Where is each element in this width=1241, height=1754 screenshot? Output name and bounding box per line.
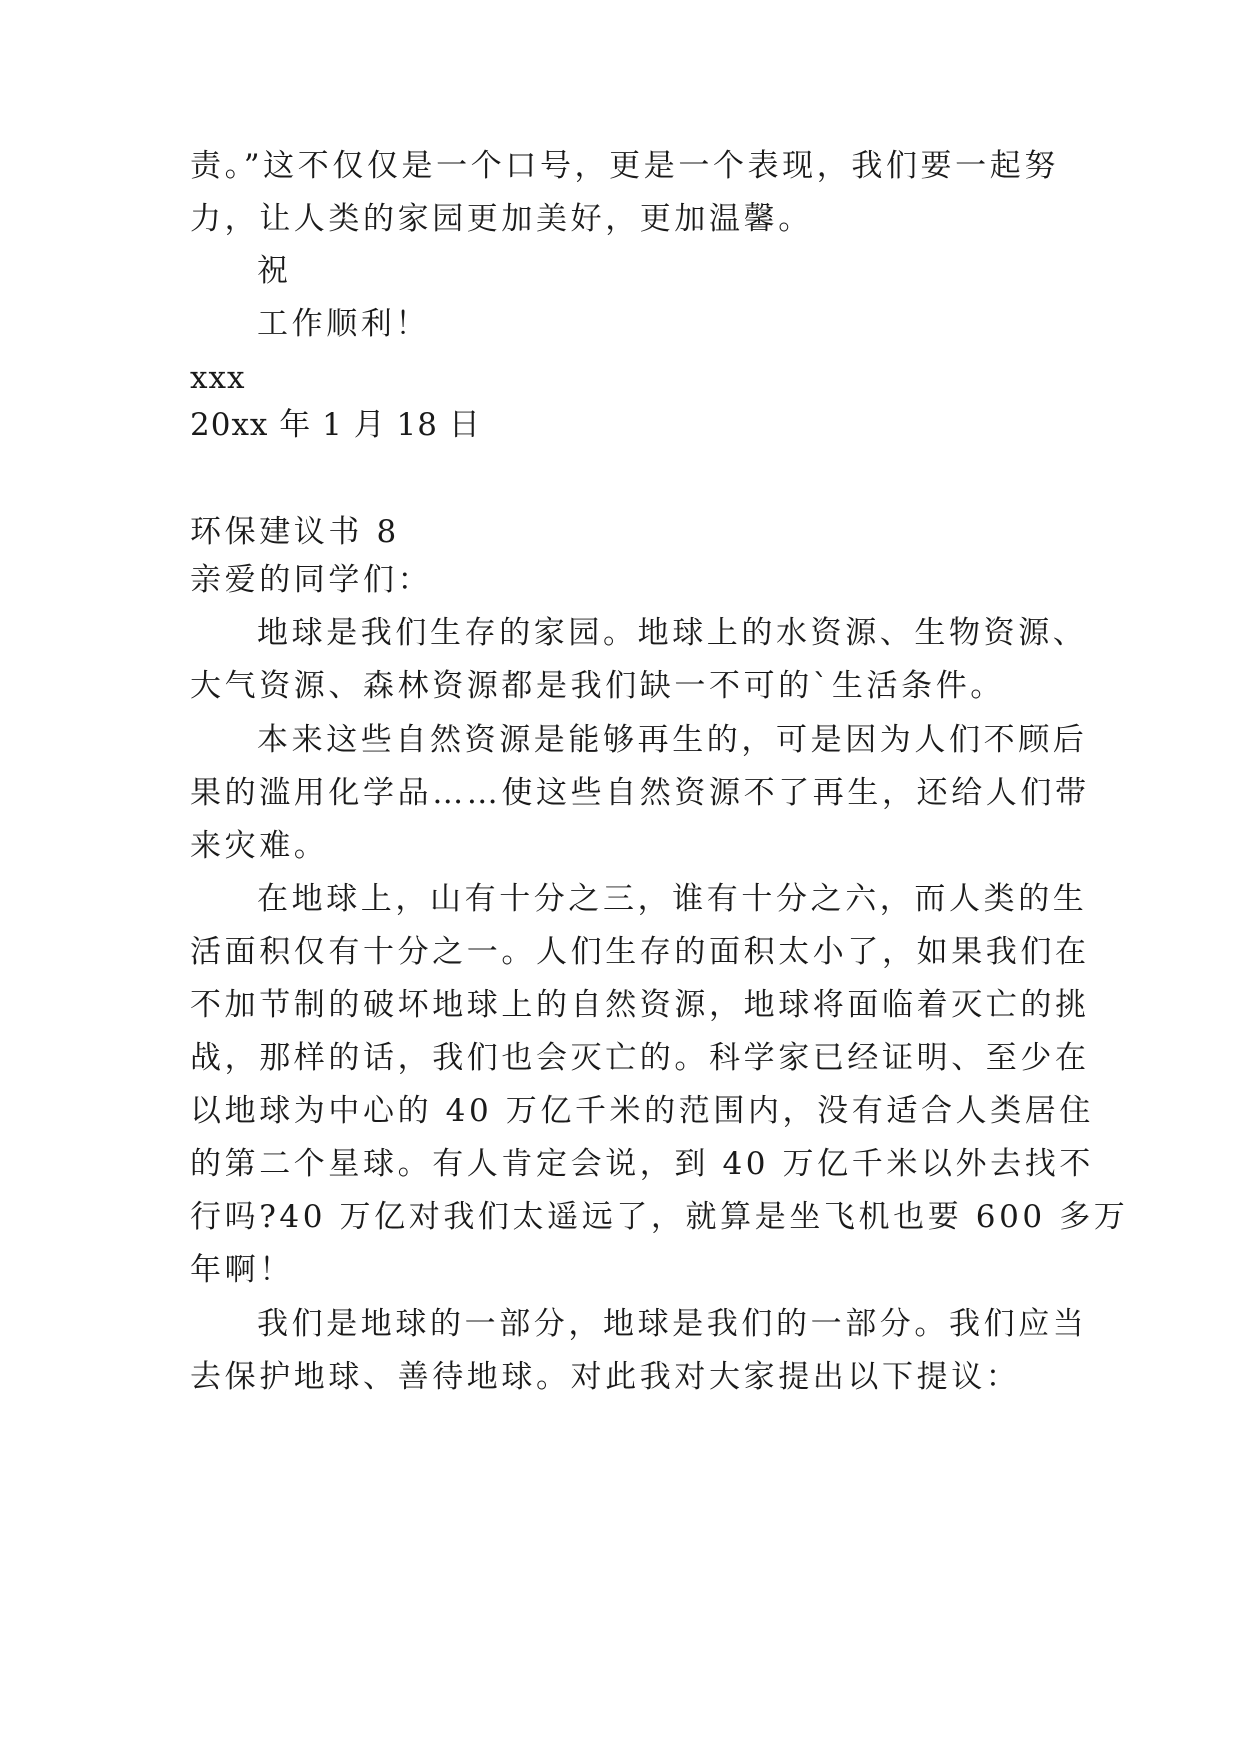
closing-text: 祝 — [257, 253, 292, 289]
paragraph-line: 在地球上，山有十分之三，谁有十分之六，而人类的生 — [257, 881, 1088, 917]
body-line: 力，让人类的家园更加美好，更加温馨。 — [190, 201, 813, 237]
letter-date: 20xx 年 1 月 18 日 — [190, 407, 481, 443]
salutation: 亲爱的同学们： — [190, 562, 433, 598]
paragraph-line: 年啊！ — [190, 1252, 294, 1288]
signature: xxx — [190, 360, 246, 396]
paragraph-line: 不加节制的破坏地球上的自然资源，地球将面临着灭亡的挑 — [190, 987, 1090, 1023]
letter-title: 环保建议书 8 — [190, 514, 400, 550]
paragraph-line: 地球是我们生存的家园。地球上的水资源、生物资源、 — [257, 615, 1088, 651]
paragraph-line: 战，那样的话，我们也会灭亡的。科学家已经证明、至少在 — [190, 1040, 1090, 1076]
paragraph-line: 果的滥用化学品……使这些自然资源不了再生，还给人们带 — [190, 775, 1090, 811]
body-line: 责。”这不仅仅是一个口号，更是一个表现，我们要一起努 — [190, 148, 1059, 184]
paragraph-line: 去保护地球、善待地球。对此我对大家提出以下提议： — [190, 1359, 1021, 1395]
paragraph-line: 行吗?40 万亿对我们太遥远了，就算是坐飞机也要 600 多万 — [190, 1199, 1129, 1235]
closing-wish: 工作顺利！ — [257, 306, 430, 342]
paragraph-line: 来灾难。 — [190, 828, 329, 864]
paragraph-line: 的第二个星球。有人肯定会说，到 40 万亿千米以外去找不 — [190, 1146, 1094, 1182]
paragraph-line: 本来这些自然资源是能够再生的，可是因为人们不顾后 — [257, 722, 1088, 758]
paragraph-line: 活面积仅有十分之一。人们生存的面积太小了，如果我们在 — [190, 934, 1090, 970]
paragraph-line: 大气资源、森林资源都是我们缺一不可的`生活条件。 — [190, 668, 1005, 704]
paragraph-line: 我们是地球的一部分，地球是我们的一部分。我们应当 — [257, 1306, 1088, 1342]
paragraph-line: 以地球为中心的 40 万亿千米的范围内，没有适合人类居住 — [190, 1093, 1094, 1129]
